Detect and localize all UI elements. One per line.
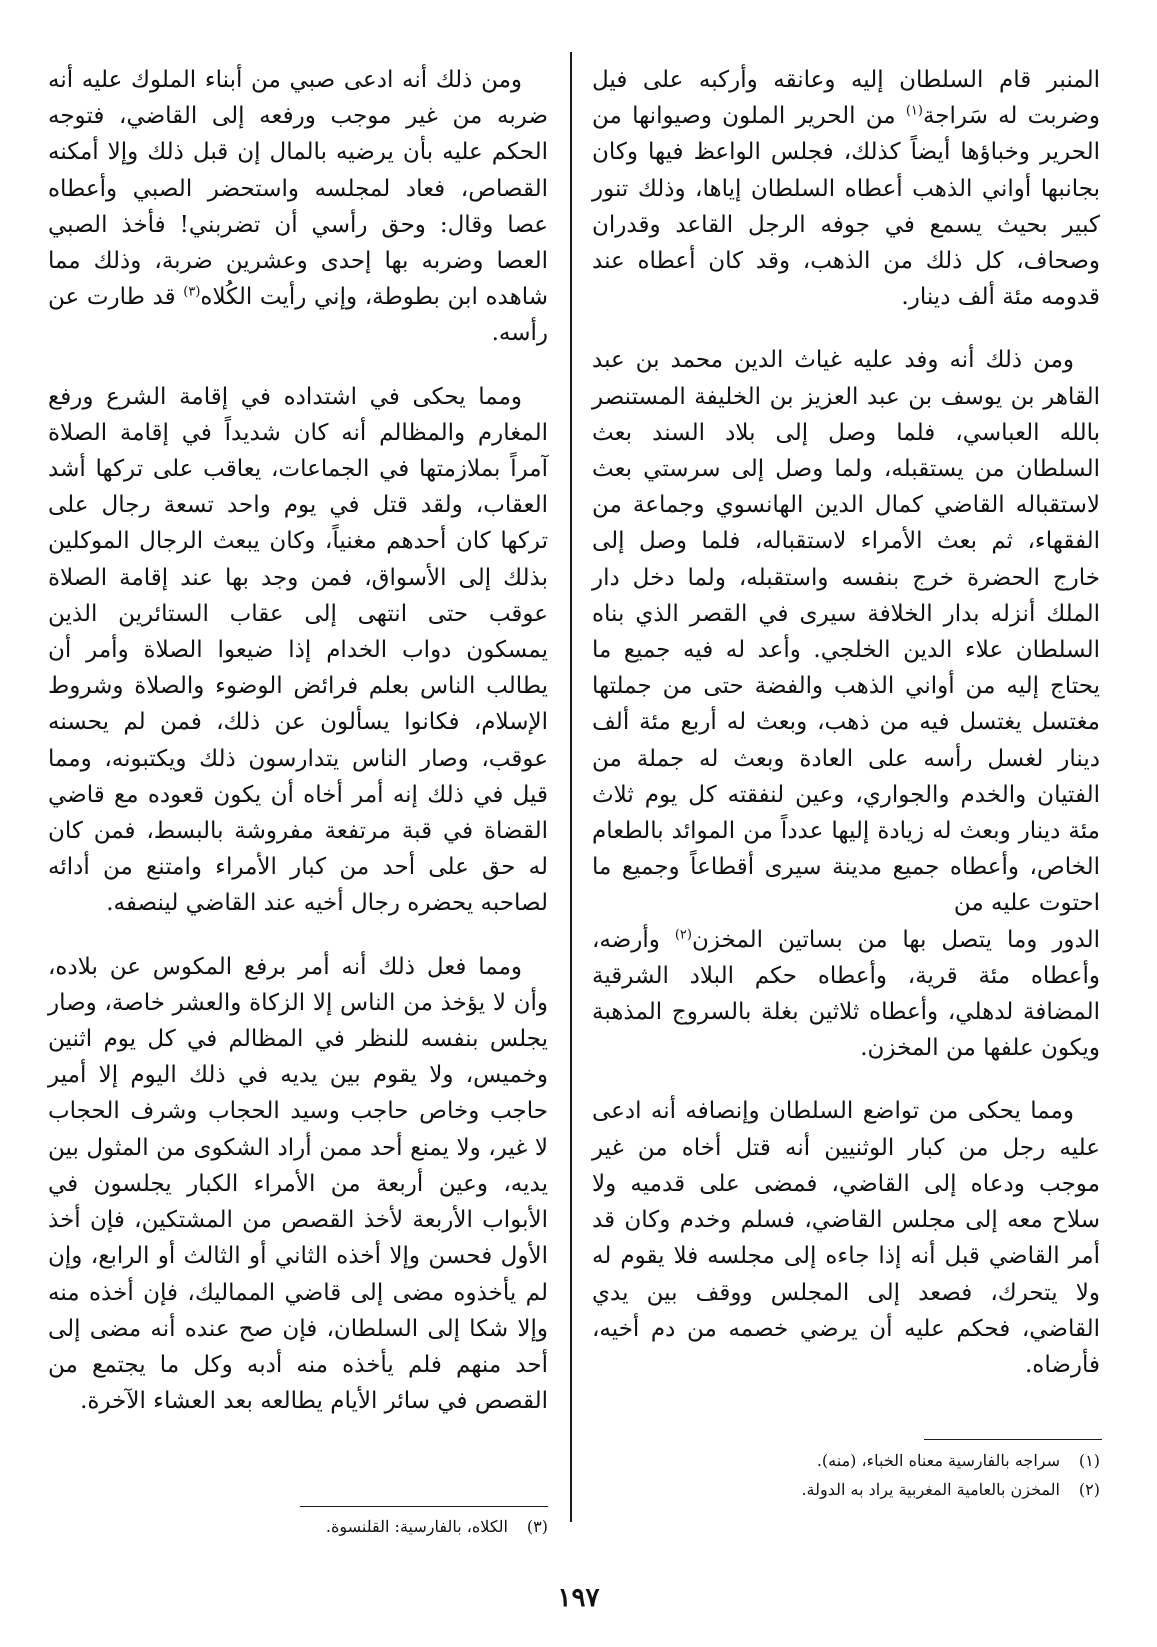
text-span: الدور وما يتصل بها من بساتين المخزن: [691, 926, 1100, 953]
paragraph-ghiyath-al-din: ومن ذلك أنه وفد عليه غياث الدين محمد بن عبد القاهر بن يوسف بن عبد العزيز بن الخليفة المستنصر بالله العباسي، فلما وصل إلى بلاد السند بعث السلطان من يستقبله، ولما وصل إلى سرستي بعث لاستقباله القاضي كمال الدين الهانسوي وجماعة من الفقهاء، ثم بعث الأمراء لاستقباله، فلما وصل إلى خارج الحضرة خرج بنفسه واستقبله، ولما دخل دار الملك أنزله بدار الخلافة سيرى في القصر الذي بناه السلطان علاء الدين الخلجي. وأعد له فيه جميع ما يحتاج إليه من أواني الذهب والفضة حتى من جملتها مغتسل يغتسل فيه من ذهب، وبعث له أربع مئة ألف دينار لغسل رأسه على العادة وبعث له جملة من الفتيان والخدم والجواري، وعين لنفقته كل يوم ثلاث مئة دينار وبعث له زيادة إليها عدداً من الموائد بالطعام الخاص، وأعطاه جميع مدينة سيرى أقطاعاً وجميع ما احتوت عليه من: [592, 347, 1100, 917]
footnote-text: الكلاه، بالفارسية: القلنسوة.: [325, 1517, 508, 1536]
footnotes-right: [592, 1446, 1100, 1504]
footnote-rule-left: [300, 1506, 548, 1507]
paragraph-elephant-gift: [592, 62, 1100, 315]
right-text-column: [592, 62, 1100, 1383]
left-text-column: [48, 62, 548, 1419]
footnote-3: [48, 1512, 548, 1541]
text-span: وأرضه، وأعطاه مئة قرية، وأعطاه حكم البلاد الشرقية المضافة لدهلي، وأعطاه ثلاثين بغلة بالسروج المذهبة ويكون علفها من المخزن.: [592, 926, 1100, 1062]
footnote-rule-right: [924, 1439, 1102, 1440]
footnote-ref-3[interactable]: (٣): [183, 284, 201, 300]
footnote-number: (١): [1078, 1451, 1100, 1470]
text-span: من الحرير الملون وصيوانها من الحرير وخباؤها أيضاً كذلك، فجلس الواعظ فيها وكان بجانبها أواني الذهب أعطاه السلطان إياها، وذلك تنور كبير بحيث يسمع في جوفه الرجل القاعد وقدران وصحاف، كل ذلك من الذهب، وقد كان أعطاه عند قدومه مئة ألف دينار.: [592, 103, 1100, 311]
paragraph-makhzan-gardens: [592, 922, 1100, 1067]
footnote-number: (٣): [526, 1517, 548, 1536]
paragraph-boy-complaint: [48, 62, 548, 352]
footnote-text: سراجه بالفارسية معناه الخباء، (منه).: [816, 1451, 1060, 1470]
page-number: ١٩٧: [557, 1583, 600, 1613]
text-span: قد طارت عن رأسه.: [48, 284, 548, 347]
footnote-number: (٢): [1078, 1480, 1100, 1499]
paragraph-prayer-enforcement: ومما يحكى في اشتداده في إقامة الشرع ورفع المغارم والمظالم أنه كان شديداً في إقامة الصلاة آمراً بملازمتها في الجماعات، يعاقب على تركها أشد العقاب، ولقد قتل في يوم واحد تسعة رجال على تركها كان أحدهم مغنياً، وكان يبعث الرجال الموكلين بذلك إلى الأسواق، فمن وجد بها عند إقامة الصلاة عوقب حتى انتهى إلى عقاب الستائرين الذين يمسكون دواب الخدام إذا ضيعوا الصلاة وأمر أن يطالب الناس بعلم فرائض الوضوء والصلاة وشروط الإسلام، فكانوا يسألون عن ذلك، فمن لم يحسنه عوقب، وصار الناس يتدارسون ذلك ويكتبونه، ومما قيل في ذلك إنه أمر أخاه أن يكون قعوده مع قاضي القضاة في قبة مرتفعة مفروشة بالبسط، فمن كان له حق على أحد من كبار الأمراء وامتنع من أدائه لصاحبه يحضره رجال أخيه عند القاضي لينصفه.: [48, 383, 548, 917]
footnote-ref-2[interactable]: (٢): [674, 927, 692, 943]
footnote-ref-1[interactable]: (١): [905, 103, 923, 119]
text-span: ومن ذلك أنه ادعى صبي من أبناء الملوك عليه أنه ضربه من غير موجب ورفعه إلى القاضي، فتوجه الحكم عليه بأن يرضيه بالمال إن قبل ذلك وإلا أمكنه القصاص، فعاد لمجلسه واستحضر الصبي وأعطاه عصا وقال: وحق رأسي أن تضربني! فأخذ الصبي العصا وضربه بها إحدى وعشرين ضربة، وذلك مما شاهده ابن بطوطة، وإني رأيت الكُلاه: [48, 67, 548, 311]
footnote-text: المخزن بالعامية المغربية يراد به الدولة.: [801, 1480, 1060, 1499]
text-span: المنبر قام السلطان إليه وعانقه وأركبه على فيل وضربت له سَراجة: [592, 67, 1100, 130]
column-divider: [570, 52, 572, 1522]
paragraph-sultan-humility: ومما يحكى من تواضع السلطان وإنصافه أنه ادعى عليه رجل من كبار الوثنيين أنه قتل أخاه من غير موجب ودعاه إلى القاضي، فمضى على قدميه ولا سلاح معه إلى مجلس القاضي، فسلم وخدم وكان قد أمر القاضي قبل أنه إذا جاءه إلى مجلسه فلا يقوم له ولا يتحرك، فصعد إلى المجلس ووقف بين يدي القاضي، فحكم عليه أن يرضي خصمه من دم أخيه، فأرضاه.: [592, 1098, 1100, 1378]
paragraph-tax-abolition: ومما فعل ذلك أنه أمر برفع المكوس عن بلاده، وأن لا يؤخذ من الناس إلا الزكاة والعشر خاصة، وصار يجلس بنفسه للنظر في المظالم في كل يوم اثنين وخميس، ولا يقوم بين يديه في ذلك اليوم إلا أمير حاجب وخاص حاجب وسيد الحجاب وشرف الحجاب لا غير، ولا يمنع أحد ممن أراد الشكوى من المثول بين يديه، وعين أربعة من الأمراء الكبار يجلسون في الأبواب الأربعة لأخذ القصص من المشتكين، فإن أخذ الأول فحسن وإلا أخذه الثاني أو الثالث أو الرابع، وإن لم يأخذوه مضى إلى قاضي المماليك، فإن أخذه منه وإلا شكا إلى السلطان، فإن صح عنده أنه مضى إلى أحد منهم فلم يأخذه منه أدبه وكل ما يجتمع من القصص في سائر الأيام يطالعه بعد العشاء الآخرة.: [48, 953, 548, 1415]
footnote-1: [592, 1446, 1100, 1475]
footnotes-left: [48, 1512, 548, 1541]
footnote-2: [592, 1475, 1100, 1504]
